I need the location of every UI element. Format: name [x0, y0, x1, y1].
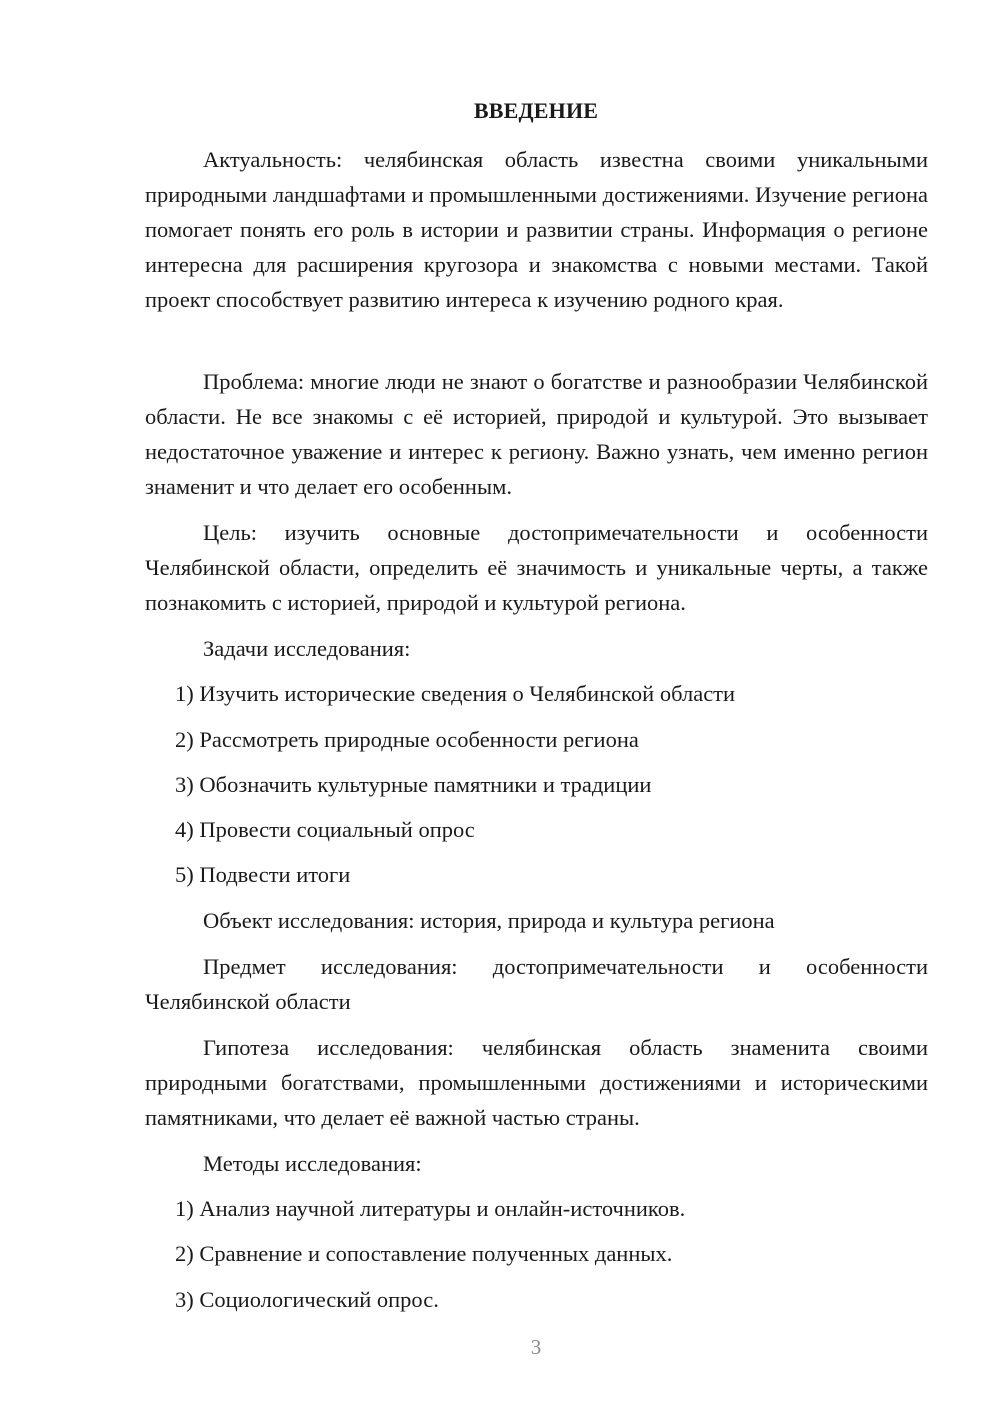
- subject-paragraph: Предмет исследования: достопримечательности и особенности Челябинской области: [145, 954, 928, 1014]
- hypothesis-paragraph: Гипотеза исследования: челябинская область знаменита своими природными богатствами, промышленными достижениями и историческими памятниками, что делает её важной частью страны.: [145, 1035, 928, 1130]
- problem-paragraph: Проблема: многие люди не знают о богатстве и разнообразии Челябинской области. Не все знакомы с её историей, природой и культурой. Это вызывает недостаточное уважение и интерес к региону. Важно узнать, чем именно регион знаменит и что делает его особенным.: [145, 369, 928, 499]
- task-item: 1) Изучить исторические сведения о Челябинской области: [175, 681, 736, 706]
- task-item: 4) Провести социальный опрос: [175, 817, 475, 842]
- goal-paragraph: Цель: изучить основные достопримечательности и особенности Челябинской области, определить её значимость и уникальные черты, а также познакомить с историей, природой и культурой региона.: [145, 520, 928, 615]
- relevance-paragraph: Актуальность: челябинская область известна своими уникальными природными ландшафтами и промышленными достижениями. Изучение региона помогает понять его роль в истории и развитии страны. Информация о регионе интересна для расширения кругозора и знакомства с новыми местами. Такой проект способствует развитию интереса к изучению родного края.: [145, 147, 928, 312]
- method-item: 1) Анализ научной литературы и онлайн-источников.: [175, 1196, 686, 1221]
- task-item: 2) Рассмотреть природные особенности региона: [175, 727, 639, 752]
- page-number: 3: [530, 1335, 542, 1359]
- method-item: 3) Социологический опрос.: [175, 1287, 439, 1312]
- object-line: Объект исследования: история, природа и культура региона: [203, 908, 775, 933]
- method-item: 2) Сравнение и сопоставление полученных данных.: [175, 1241, 673, 1266]
- tasks-heading: Задачи исследования:: [203, 636, 411, 661]
- task-item: 5) Подвести итоги: [175, 862, 351, 887]
- task-item: 3) Обозначить культурные памятники и традиции: [175, 772, 652, 797]
- page-title: ВВЕДЕНИЕ: [473, 98, 599, 123]
- methods-heading: Методы исследования:: [203, 1151, 422, 1176]
